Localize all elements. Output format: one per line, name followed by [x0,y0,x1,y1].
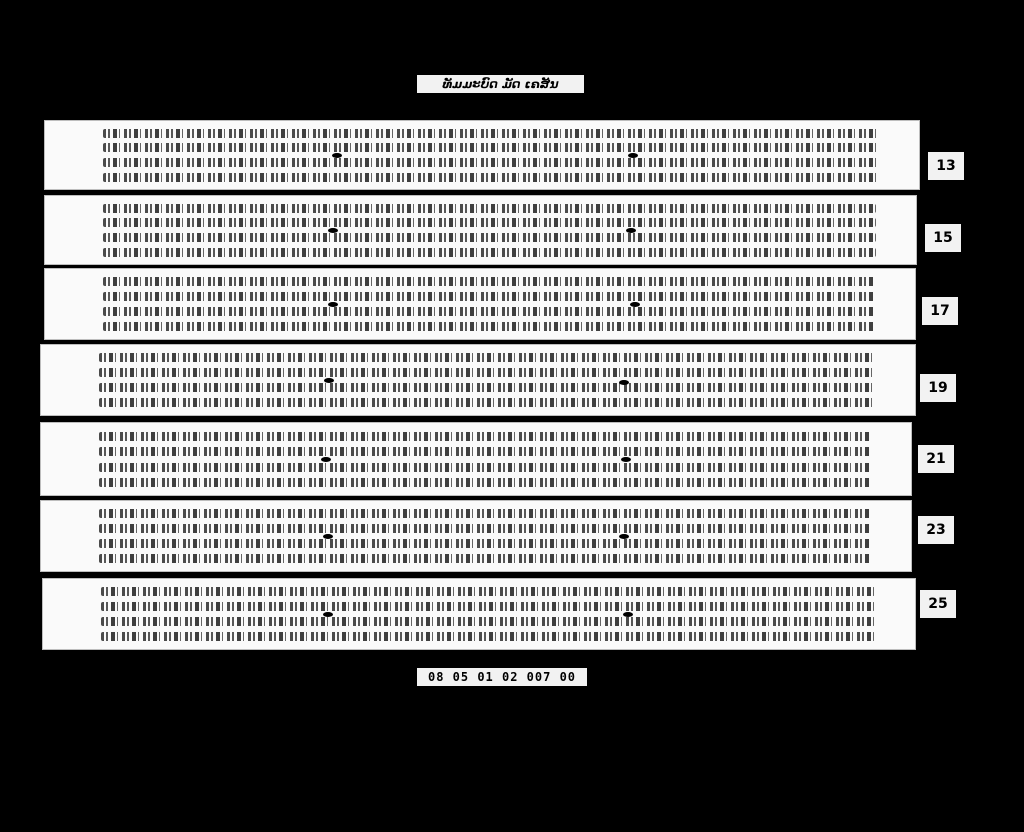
binding-hole-icon [619,534,629,539]
page-number-badge: 21 [918,445,954,473]
palm-leaf-manuscript-leaf [40,344,916,416]
palm-leaf-manuscript-leaf [44,195,917,265]
binding-hole-icon [628,153,638,158]
binding-hole-icon [626,228,636,233]
binding-hole-icon [328,228,338,233]
collection-title-label: ທັມມະບົດ ມັດ ເຄສັນ [417,75,584,93]
palm-leaf-manuscript-leaf [44,268,916,340]
page-number-badge: 25 [920,590,956,618]
page-number-badge: 17 [922,297,958,325]
binding-hole-icon [332,153,342,158]
palm-leaf-manuscript-leaf [42,578,916,650]
binding-hole-icon [630,302,640,307]
binding-hole-icon [328,302,338,307]
binding-hole-icon [621,457,631,462]
page-number-badge: 13 [928,152,964,180]
palm-leaf-manuscript-leaf [44,120,920,190]
binding-hole-icon [619,380,629,385]
page-number-badge: 23 [918,516,954,544]
binding-hole-icon [321,457,331,462]
page-number-badge: 19 [920,374,956,402]
binding-hole-icon [323,612,333,617]
palm-leaf-manuscript-leaf [40,422,912,496]
palm-leaf-manuscript-leaf [40,500,912,572]
page-number-badge: 15 [925,224,961,252]
binding-hole-icon [623,612,633,617]
binding-hole-icon [323,534,333,539]
microfilm-code-label: 08 05 01 02 007 00 [417,668,587,686]
binding-hole-icon [324,378,334,383]
